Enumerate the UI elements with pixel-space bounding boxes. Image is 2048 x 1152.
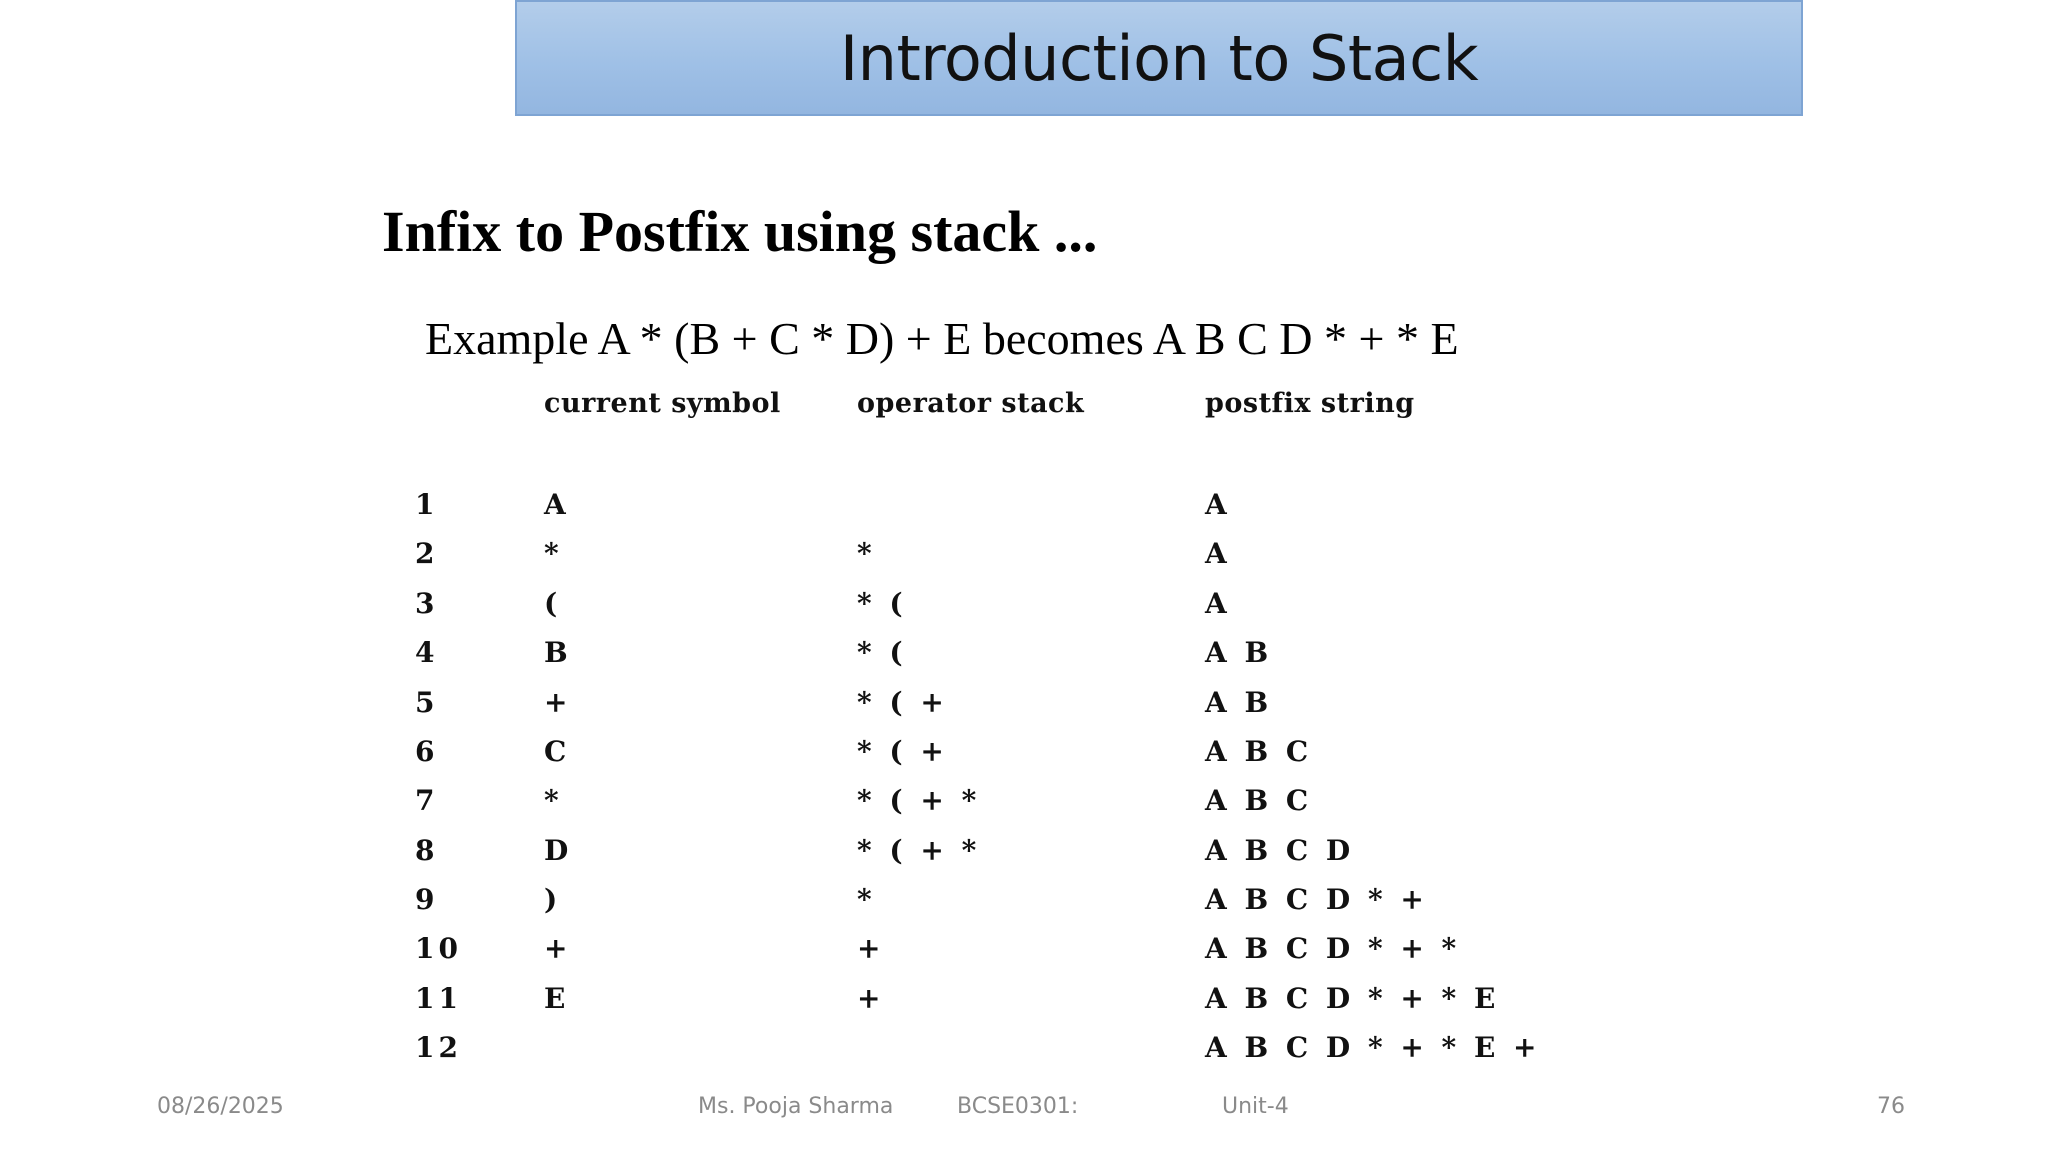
table-row (0, 735, 2048, 775)
row-number: 8 (415, 834, 439, 867)
table-row (0, 932, 2048, 972)
header-operator-stack: operator stack (857, 388, 1085, 419)
table-row (0, 537, 2048, 577)
operator-stack: + (857, 932, 885, 965)
current-symbol: * (544, 784, 563, 817)
current-symbol: ( (544, 587, 562, 620)
operator-stack: * ( + (857, 686, 948, 719)
operator-stack: * ( + * (857, 834, 981, 867)
example-expression: Example A * (B + C * D) + E becomes A B C D * + * E (425, 313, 1459, 364)
operator-stack: * (857, 537, 876, 570)
header-current-symbol: current symbol (544, 388, 781, 419)
current-symbol: D (544, 834, 573, 867)
postfix-string: A B C D * + * E (1205, 982, 1500, 1015)
postfix-string: A B C (1205, 735, 1313, 768)
row-number: 1 (415, 488, 439, 521)
current-symbol: + (544, 686, 572, 719)
table-row (0, 1031, 2048, 1071)
row-number: 4 (415, 636, 439, 669)
operator-stack: * ( + * (857, 784, 981, 817)
operator-stack: * ( + (857, 735, 948, 768)
table-row (0, 784, 2048, 824)
row-number: 12 (415, 1031, 462, 1064)
slide-subtitle: Infix to Postfix using stack ... (382, 199, 1098, 264)
row-number: 5 (415, 686, 439, 719)
postfix-string: A (1205, 488, 1231, 521)
row-number: 10 (415, 932, 462, 965)
postfix-string: A (1205, 587, 1231, 620)
operator-stack: * ( (857, 636, 907, 669)
operator-stack: * ( (857, 587, 907, 620)
page-number: 76 (1877, 1094, 1905, 1119)
table-row (0, 587, 2048, 627)
postfix-string: A B C D * + * E + (1205, 1031, 1541, 1064)
current-symbol: A (544, 488, 570, 521)
slide-title-bar (515, 0, 1803, 116)
postfix-string: A B (1205, 636, 1273, 669)
row-number: 6 (415, 735, 439, 768)
table-row (0, 834, 2048, 874)
current-symbol: ) (544, 883, 562, 916)
table-row (0, 686, 2048, 726)
row-number: 11 (415, 982, 462, 1015)
postfix-string: A B C D * + (1205, 883, 1428, 916)
postfix-string: A B C (1205, 784, 1313, 817)
footer-author: Ms. Pooja Sharma (698, 1094, 894, 1119)
operator-stack: + (857, 982, 885, 1015)
current-symbol: C (544, 735, 571, 768)
footer-unit: Unit-4 (1222, 1094, 1289, 1119)
table-row (0, 982, 2048, 1022)
current-symbol: B (544, 636, 572, 669)
row-number: 3 (415, 587, 439, 620)
operator-stack: * (857, 883, 876, 916)
current-symbol: E (544, 982, 570, 1015)
footer-date: 08/26/2025 (157, 1094, 284, 1119)
footer-course: BCSE0301: (957, 1094, 1079, 1119)
current-symbol: + (544, 932, 572, 965)
row-number: 9 (415, 883, 439, 916)
slide-title: Introduction to Stack (839, 21, 1479, 95)
header-postfix-string: postfix string (1205, 388, 1415, 419)
table-row (0, 636, 2048, 676)
row-number: 7 (415, 784, 439, 817)
postfix-string: A B C D (1205, 834, 1355, 867)
table-row (0, 488, 2048, 528)
postfix-string: A B C D * + * (1205, 932, 1461, 965)
current-symbol: * (544, 537, 563, 570)
table-row (0, 883, 2048, 923)
postfix-string: A (1205, 537, 1231, 570)
row-number: 2 (415, 537, 439, 570)
postfix-string: A B (1205, 686, 1273, 719)
